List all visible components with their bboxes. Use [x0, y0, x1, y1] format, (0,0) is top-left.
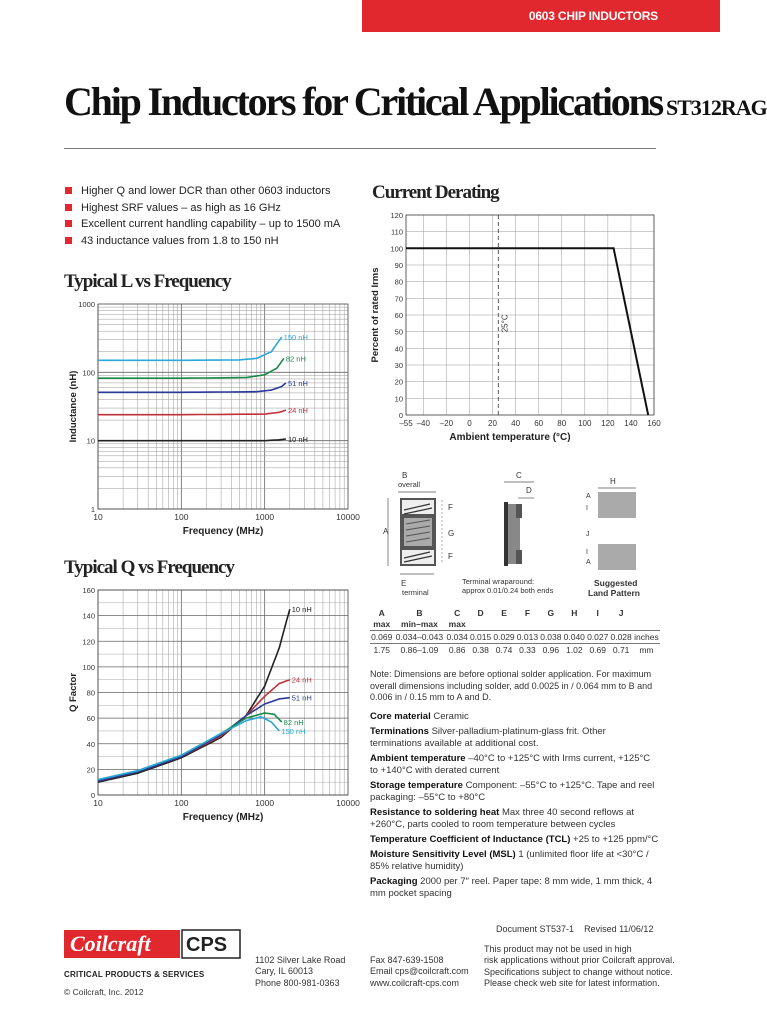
spec-text: Ceramic [433, 711, 469, 722]
spec-text: +25 to +125 ppm/°C [573, 834, 659, 846]
spec-label: Moisture Sensitivity Level (MSL) [370, 848, 516, 860]
x-tick-label: 10 [93, 512, 103, 522]
spec-label: Core material [370, 711, 431, 722]
email-link[interactable]: Email cps@coilcraft.com [370, 966, 469, 977]
dim-cell: 1.02 [563, 644, 586, 657]
y-axis-label: Q Factor [68, 672, 79, 713]
y-tick-label: 160 [82, 586, 95, 595]
spec-item [370, 780, 660, 805]
dim-cell: 0.038 [540, 632, 562, 642]
y-tick-label: 120 [390, 211, 403, 220]
revised-date: Revised 11/06/12 [584, 924, 654, 934]
part-number: ST312RAG [666, 95, 767, 120]
spec-label: Packaging [370, 876, 418, 888]
spec-item [370, 807, 660, 832]
grid [406, 215, 654, 415]
dim-cell: E [501, 608, 507, 618]
dim-cell: 0.38 [469, 644, 492, 657]
dim-cell [492, 619, 515, 631]
l-vs-frequency-chart [60, 296, 360, 541]
y-tick-label: 20 [86, 765, 95, 775]
feature-item: 43 inductance values from 1.8 to 150 nH [64, 233, 364, 250]
y-tick-label: 40 [86, 739, 95, 749]
dim-cell: 0.027 [587, 632, 609, 642]
y-tick-label: 1 [90, 505, 95, 514]
feature-item: Excellent current handling capability – up to 1500 mA [64, 216, 364, 233]
x-tick-label: 0 [467, 419, 472, 428]
q-chart-title: Typical Q vs Frequency [64, 557, 234, 578]
y-tick-label: 20 [394, 377, 403, 387]
y-tick-label: 1000 [78, 300, 95, 309]
x-tick-label: 120 [601, 419, 615, 428]
x-tick-label: –20 [439, 419, 454, 428]
q-vs-frequency-chart [60, 582, 360, 827]
x-tick-label: –55 [399, 419, 413, 428]
x-tick-label: 1000 [255, 512, 275, 522]
dimension-note [370, 669, 662, 704]
b-overall-label: overall [398, 480, 421, 489]
dim-cell: D [477, 608, 484, 618]
dim-cell: 0.040 [563, 632, 585, 642]
feature-item: Higher Q and lower DCR than other 0603 inductors [64, 183, 364, 200]
y-tick-label: 0 [90, 791, 95, 800]
disclaimer-line: This product may not be used in high [484, 944, 632, 954]
x-tick-label: 80 [557, 419, 567, 428]
dim-letter-h: H [610, 477, 616, 486]
disclaimer-line: risk applications without prior Coilcraft approval. [484, 955, 675, 966]
x-axis-label: Frequency (MHz) [182, 812, 264, 823]
y-tick-label: 100 [82, 368, 95, 378]
y-tick-label: 60 [86, 714, 95, 724]
x-tick-label: 100 [578, 419, 592, 428]
address-line: Cary, IL 60013 [255, 966, 314, 977]
y-tick-label: 70 [394, 294, 403, 304]
logo-cps: CPS [186, 934, 228, 956]
copyright: © Coilcraft, Inc. 2012 [64, 987, 144, 997]
tagline: CRITICAL PRODUCTS & SERVICES [64, 970, 205, 979]
series-label: 51 nH [287, 378, 308, 388]
dim-cell: 0.33 [516, 644, 539, 657]
title-rule [64, 148, 656, 149]
dim-cell [469, 619, 492, 631]
unit-cell [633, 608, 660, 619]
address-block [255, 955, 345, 989]
dim-cell: J [618, 608, 624, 618]
dim-cell: max [448, 619, 466, 629]
y-tick-label: 40 [394, 344, 403, 354]
spec-label: Ambient temperature [370, 752, 466, 764]
derating-title: Current Derating [372, 182, 499, 203]
dim-cell: 0.71 [609, 644, 632, 657]
x-tick-label: 100 [174, 512, 189, 522]
dim-cell: max [373, 619, 391, 629]
dim-cell: min–max [401, 619, 438, 629]
x-tick-label: 10000 [336, 798, 360, 808]
x-tick-label: 20 [488, 419, 497, 428]
x-tick-label: 40 [511, 419, 521, 428]
spec-label: Resistance to soldering heat [370, 807, 500, 819]
logo-graphic [64, 930, 240, 970]
spec-text: –40°C to +125°C with Irms current, +125°C to +140°C with derated current [370, 752, 651, 777]
x-tick-label: 140 [624, 419, 638, 428]
dim-letter-c: C [516, 471, 522, 480]
dim-letter-g: G [448, 529, 455, 538]
spec-text: 2000 per 7″ reel. Paper tape: 8 mm wide, 1 mm thick, 4 mm pocket spacing [370, 876, 653, 900]
y-tick-label: 90 [394, 261, 403, 270]
website-link[interactable]: www.coilcraft-cps.com [370, 977, 460, 988]
dim-letter-a-land: A [586, 493, 591, 500]
series-label: 10 nH [291, 605, 312, 615]
address-line: 1102 Silver Lake Road [255, 955, 346, 965]
dim-letter-i2: I [586, 549, 588, 556]
specifications [370, 711, 660, 903]
x-tick-label: 100 [174, 798, 189, 808]
dim-cell: 0.069 [371, 632, 393, 642]
dim-cell: 0.74 [492, 644, 515, 657]
land-pattern-label: Suggested Land Pattern [588, 578, 640, 598]
y-tick-label: 100 [82, 662, 95, 672]
series-line [98, 439, 286, 441]
dim-cell: 0.029 [493, 632, 515, 642]
disclaimer-line: Please check web site for latest information. [484, 977, 660, 988]
x-tick-label: 60 [534, 419, 544, 428]
x-axis-label: Frequency (MHz) [182, 526, 264, 537]
e-terminal-label: terminal [402, 588, 429, 597]
unit-cell [633, 619, 660, 631]
dimension-drawing [366, 466, 660, 606]
dim-letter-i: I [586, 505, 588, 512]
y-tick-label: 110 [391, 227, 403, 237]
spec-text: Component: –55°C to +125°C. Tape and reel packaging: –55°C to +80°C [370, 779, 655, 804]
spec-text: Max three 40 second reflows at +260°C, parts cooled to room temperature between cycles [370, 807, 634, 831]
dim-letter-e: E [401, 579, 407, 588]
current-derating-chart [366, 205, 666, 450]
series-label: 51 nH [291, 693, 312, 703]
category-banner: 0603 CHIP INDUCTORS [362, 0, 720, 32]
feature-item: Highest SRF values – as high as 16 GHz [64, 200, 364, 217]
series-label: 24 nH [291, 675, 312, 685]
y-tick-label: 50 [394, 327, 403, 337]
spec-item [370, 726, 660, 751]
spec-item [370, 834, 660, 846]
unit-cell: mm [633, 644, 660, 657]
note-label: Note: [370, 669, 392, 679]
dim-cell: 0.028 [610, 632, 632, 642]
y-tick-label: 0 [398, 411, 403, 420]
x-tick-label: 160 [647, 419, 661, 428]
coilcraft-logo [64, 930, 240, 956]
fax: Fax 847-639-1508 [370, 955, 444, 965]
series-label: 24 nH [287, 406, 308, 416]
series-label: 10 nH [287, 434, 308, 444]
spec-item [370, 849, 660, 874]
dim-cell: I [596, 608, 599, 618]
spec-item [370, 876, 660, 901]
dim-cell: C [454, 608, 461, 618]
series-label: 150 nH [283, 332, 308, 342]
spec-item [370, 753, 660, 778]
feature-list [64, 183, 364, 249]
y-tick-label: 10 [394, 394, 403, 404]
y-tick-label: 80 [394, 277, 403, 287]
dim-cell [539, 619, 562, 631]
x-tick-label: –40 [416, 419, 430, 428]
y-tick-label: 10 [86, 436, 95, 446]
dim-cell: 1.75 [370, 644, 393, 657]
y-tick-label: 60 [394, 311, 403, 320]
y-tick-label: 100 [390, 244, 403, 254]
page-title [64, 78, 767, 125]
l-chart-title: Typical L vs Frequency [64, 271, 231, 292]
dim-cell: F [524, 608, 531, 618]
spec-label: Temperature Coefficient of Inductance (TCL) [370, 834, 571, 846]
x-axis-label: Ambient temperature (°C) [449, 432, 571, 443]
dim-cell [563, 619, 586, 631]
dim-cell: B [416, 608, 423, 618]
contact-block [370, 955, 469, 989]
series-label: 82 nH [285, 354, 306, 364]
y-tick-label: 80 [86, 688, 95, 698]
dim-cell: 0.015 [469, 632, 492, 642]
dimension-table [370, 608, 660, 656]
title-main: Chip Inductors for Critical Applications [64, 79, 662, 124]
dim-cell: 0.86 [445, 644, 468, 657]
logo-text: Coilcraft [70, 931, 151, 956]
x-tick-label: 1000 [255, 798, 275, 808]
note-text: Dimensions are before optional solder application. For maximum overall dimensions including solder, add 0.0025 in / 0.064 mm to B and 0.006 in / 0.15 mm to A and D. [370, 669, 653, 702]
dim-letter-d: D [526, 486, 532, 495]
dim-cell: 0.86–1.09 [393, 644, 445, 657]
series-line [98, 410, 286, 415]
land-pad-bottom [598, 544, 636, 570]
y-axis-label: Percent of rated Irms [370, 267, 381, 363]
y-tick-label: 30 [394, 361, 403, 370]
dim-cell [586, 619, 609, 631]
y-tick-label: 140 [82, 611, 95, 621]
dim-cell: G [547, 608, 555, 618]
spec-item [370, 711, 660, 723]
document-number: Document ST537-1 [496, 924, 575, 934]
dim-letter-a: A [383, 527, 389, 536]
series-line [98, 717, 279, 780]
dim-cell: H [571, 608, 578, 618]
unit-cell: inches [634, 632, 659, 642]
series-line [98, 337, 282, 360]
spec-text: Silver-palladium-platinum-glass frit. Other terminations available at additional cost. [370, 725, 606, 750]
disclaimer-line: Specifications subject to change without notice. [484, 966, 673, 977]
y-axis-label: Inductance (nH) [68, 370, 79, 443]
dim-letter-a2: A [586, 559, 591, 566]
dim-cell: 0.69 [586, 644, 609, 657]
phone: Phone 800-981-0363 [255, 977, 340, 988]
document-info [496, 924, 653, 934]
x-tick-label: 10000 [336, 512, 360, 522]
plot-frame [98, 304, 348, 509]
dim-cell: A [378, 608, 385, 618]
annotation-25c: 25°C [500, 314, 510, 333]
y-tick-label: 120 [82, 637, 95, 647]
dim-letter-f2: F [448, 552, 453, 561]
dim-cell: 0.013 [516, 632, 539, 642]
wraparound-label: Terminal wraparound: approx 0.01/0.24 both ends [462, 577, 554, 595]
spec-label: Terminations [370, 725, 429, 737]
dim-cell [516, 619, 539, 631]
spec-text: 1 (unlimited floor life at <30°C / 85% relative humidity) [370, 848, 649, 873]
land-pad-top [598, 492, 636, 518]
dim-cell: 0.96 [539, 644, 562, 657]
x-tick-label: 10 [93, 798, 103, 808]
dim-cell [609, 619, 632, 631]
dim-letter-b: B [402, 471, 408, 480]
dim-cell: 0.034 [446, 632, 468, 642]
dim-letter-j: J [586, 531, 590, 538]
grid [98, 590, 348, 795]
spec-label: Storage temperature [370, 779, 463, 791]
disclaimer [484, 944, 675, 989]
grid [98, 304, 348, 509]
dim-letter-f: F [448, 503, 453, 512]
dim-cell: 0.034–0.043 [393, 631, 445, 644]
series-label: 150 nH [281, 726, 306, 736]
series-label: 82 nH [283, 717, 304, 727]
